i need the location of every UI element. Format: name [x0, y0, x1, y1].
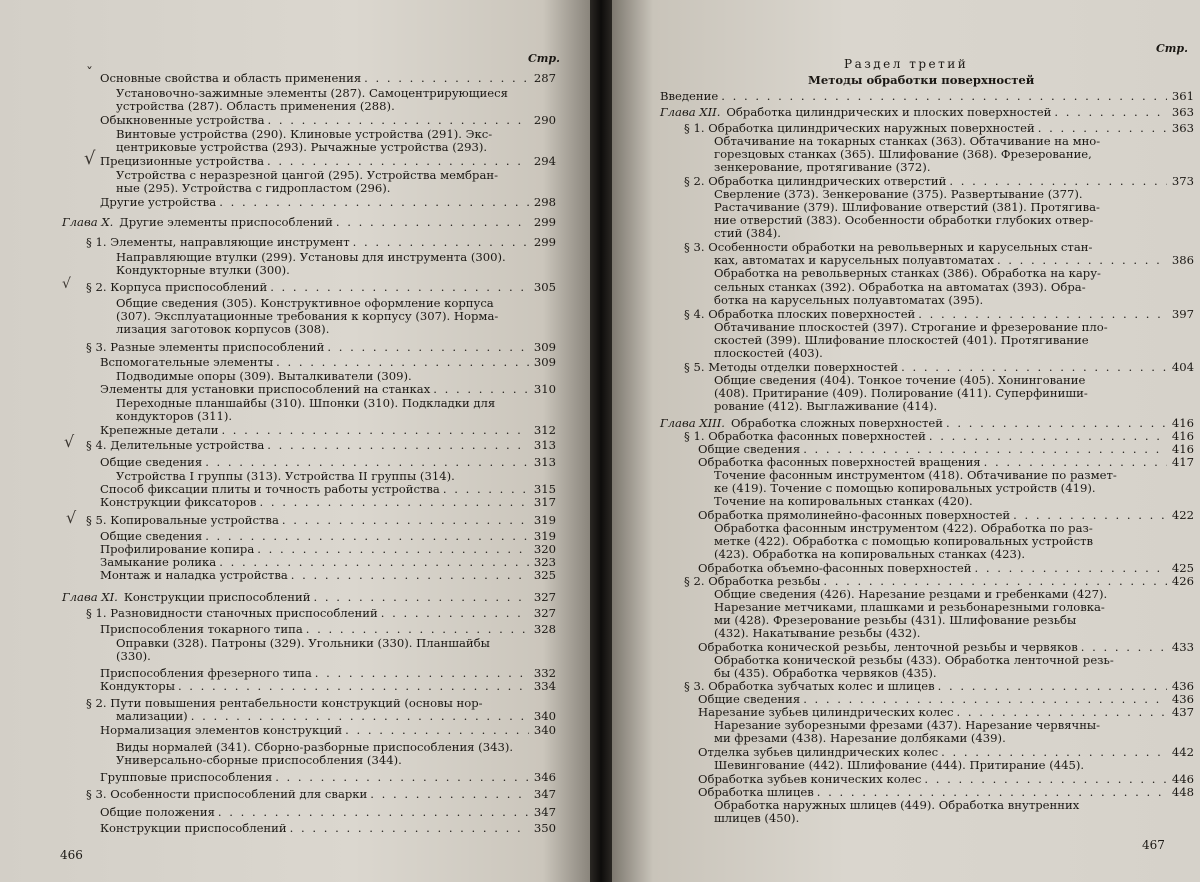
toc-continuation-line: Общие сведения (426). Нарезание резцами и гребенками (427). [714, 587, 1108, 601]
toc-leader-dots [370, 788, 529, 801]
toc-continuation-line: Обтачивание на токарных станках (363). Обтачивание на мно- [714, 134, 1101, 148]
toc-page-number: 294 [533, 154, 556, 168]
chapter-label: Глава XIII. [660, 416, 725, 430]
toc-entry-title: Общие сведения [698, 442, 801, 456]
toc-page-number: 347 [533, 787, 556, 801]
toc-continuation-line: Кондукторные втулки (300). [116, 263, 290, 277]
toc-continuation-line: кондукторов (311). [116, 409, 233, 423]
toc-page-number: 363 [1171, 121, 1194, 135]
toc-page-number: 386 [1171, 253, 1194, 267]
toc-page-number: 346 [533, 770, 556, 784]
toc-entry-title: Другие элементы приспособлений [119, 215, 333, 229]
toc-entry-title: Кондукторы [100, 679, 175, 693]
toc-entry [86, 514, 556, 527]
toc-leader-dots [290, 822, 529, 835]
toc-entry [100, 724, 556, 737]
toc-entry-title: § 2. Обработка цилиндрических отверстий [684, 174, 947, 188]
left-page-number: 466 [60, 848, 83, 862]
toc-continuation-line: Точение на копировальных станках (420). [714, 494, 973, 508]
toc-leader-dots [929, 430, 1167, 443]
toc-continuation-line: § 3. Особенности обработки на револьверных и карусельных стан- [684, 240, 1093, 254]
toc-entry-title: Замыкание ролика [100, 555, 217, 569]
toc-page-number: 417 [1171, 455, 1194, 469]
toc-entry-title: § 1. Элементы, направляющие инструмент [86, 235, 350, 249]
toc-page-number: 319 [533, 513, 556, 527]
toc-page-number: 323 [533, 555, 556, 569]
toc-continuation-line: Общие сведения (305). Конструктивное оформление корпуса [116, 296, 494, 310]
toc-continuation-line: (330). [116, 649, 151, 663]
toc-entry-title: Обработка цилиндрических и плоских поверхностей [726, 105, 1052, 119]
toc-page-number: 332 [533, 666, 556, 680]
toc-continuation-line: Растачивание (379). Шлифование отверстий (381). Протягива- [714, 200, 1100, 214]
toc-entry [86, 788, 556, 801]
toc-entry-title: Конструкции приспособлений [100, 821, 287, 835]
left-toc [0, 0, 590, 882]
toc-leader-dots [257, 543, 529, 556]
toc-entry-title: Приспособления фрезерного типа [100, 666, 312, 680]
toc-leader-dots [306, 623, 529, 636]
toc-page-number: 317 [533, 495, 556, 509]
pencil-check-mark: √ [62, 276, 71, 292]
toc-entry-title: Элементы для установки приспособлений на станках [100, 382, 431, 396]
toc-page-number: 426 [1171, 574, 1194, 588]
toc-leader-dots [433, 383, 529, 396]
toc-continuation-line: стий (384). [714, 226, 781, 240]
toc-continuation-line: Точение фасонным инструментом (418). Обтачивание по размет- [714, 468, 1117, 482]
left-page-header-str: Стр. [528, 52, 560, 65]
toc-page-number: 327 [533, 606, 556, 620]
toc-leader-dots [946, 417, 1167, 430]
toc-entry-title: Обработка зубьев конических колес [698, 772, 922, 786]
toc-page-number: 315 [533, 482, 556, 496]
left-page [0, 0, 590, 882]
toc-continuation-line: метке (422). Обработка с помощью копировальных устройств [714, 534, 1094, 548]
toc-leader-dots [270, 281, 529, 294]
toc-continuation-line: лизация заготовок корпусов (308). [116, 322, 330, 336]
toc-continuation-line: Общие сведения (404). Тонкое точение (405). Хонингование [714, 373, 1086, 387]
toc-entry [100, 822, 556, 835]
toc-entry [100, 569, 556, 582]
toc-entry [100, 114, 556, 127]
toc-page-number: 422 [1171, 508, 1194, 522]
toc-continuation-line: Направляющие втулки (299). Установы для инструмента (300). [116, 250, 506, 264]
toc-entry-title: Прецизионные устройства [100, 154, 265, 168]
chapter-label: Глава XI. [62, 590, 118, 604]
toc-entry-title: Обработка сложных поверхностей [731, 416, 943, 430]
toc-page-number: 404 [1171, 360, 1194, 374]
toc-leader-dots [205, 456, 529, 469]
toc-entry [116, 710, 556, 723]
toc-page-number: 328 [533, 622, 556, 636]
toc-leader-dots [1054, 106, 1167, 119]
toc-page-number: 373 [1171, 174, 1194, 188]
toc-entry-title: § 5. Копировальные устройства [86, 513, 279, 527]
toc-leader-dots [336, 216, 529, 229]
toc-continuation-line: Подводимые опоры (309). Выталкиватели (309). [116, 369, 412, 383]
toc-continuation-line: ке (419). Точение с помощью копировальных устройств (419). [714, 481, 1096, 495]
toc-leader-dots [291, 569, 529, 582]
toc-page-number: 313 [533, 438, 556, 452]
toc-page-number: 436 [1171, 679, 1194, 693]
toc-leader-dots [191, 710, 529, 723]
toc-continuation-line: Переходные планшайбы (310). Шпонки (310). Подкладки для [116, 396, 496, 410]
toc-entry-title: Групповые приспособления [100, 770, 273, 784]
toc-continuation-line: Обтачивание плоскостей (397). Строгание и фрезерование пло- [714, 320, 1108, 334]
toc-leader-dots [315, 667, 529, 680]
toc-continuation-line: Виды нормалей (341). Сборно-разборные приспособления (343). [116, 740, 514, 754]
toc-continuation-line: Нарезание метчиками, плашками и резьбонарезными головка- [714, 600, 1105, 614]
toc-entry [62, 591, 556, 604]
toc-leader-dots [259, 496, 529, 509]
toc-continuation-line: Винтовые устройства (290). Клиновые устройства (291). Экс- [116, 127, 493, 141]
toc-leader-dots [218, 806, 529, 819]
toc-page-number: 325 [533, 568, 556, 582]
toc-entry [100, 155, 556, 168]
toc-continuation-line: ми (428). Фрезерование резьбы (431). Шлифование резьбы [714, 613, 1077, 627]
toc-entry [86, 607, 556, 620]
toc-entry-title: Отделка зубьев цилиндрических колес [698, 745, 939, 759]
toc-continuation-line: (423). Обработка на копировальных станках (423). [714, 547, 1026, 561]
toc-entry [100, 680, 556, 693]
section-title: Раздел третий [844, 57, 969, 71]
toc-entry [100, 496, 556, 509]
toc-page-number: 436 [1171, 692, 1194, 706]
toc-continuation-line: Обработка фасонным инструментом (422). Обработка по раз- [714, 521, 1093, 535]
toc-entry [100, 424, 556, 437]
toc-leader-dots [275, 771, 529, 784]
toc-continuation-line: устройства (287). Область применения (288). [116, 99, 395, 113]
right-page-number: 467 [1142, 838, 1165, 852]
toc-page-number: 290 [533, 113, 556, 127]
toc-continuation-line: зенкерование, протягивание (372). [714, 160, 931, 174]
toc-page-number: 334 [533, 679, 556, 693]
pencil-check-mark: √ [84, 148, 96, 169]
toc-leader-dots [219, 196, 529, 209]
toc-page-number: 437 [1171, 705, 1194, 719]
toc-continuation-line: плоскостей (403). [714, 346, 823, 360]
toc-entry [100, 623, 556, 636]
toc-continuation-line: ние отверстий (383). Особенности обработки глубоких отвер- [714, 213, 1094, 227]
toc-page-number: 327 [533, 590, 556, 604]
pencil-check-mark: √ [66, 508, 77, 527]
toc-leader-dots [268, 114, 530, 127]
toc-entry-title: Приспособления токарного типа [100, 622, 303, 636]
toc-entry-title: Конструкции фиксаторов [100, 495, 257, 509]
toc-leader-dots [345, 724, 529, 737]
toc-leader-dots [327, 341, 529, 354]
toc-entry-title: мализации) [116, 709, 188, 723]
toc-continuation-line: рование (412). Выглаживание (414). [714, 399, 938, 413]
toc-page-number: 433 [1171, 640, 1194, 654]
toc-continuation-line: сельных станках (392). Обработка на автоматах (393). Обра- [714, 280, 1086, 294]
toc-entry-title: Конструкции приспособлений [123, 590, 311, 604]
toc-entry-title: § 1. Обработка цилиндрических наружных поверхностей [684, 121, 1035, 135]
chapter-label: Глава X. [62, 215, 114, 229]
toc-page-number: 299 [533, 215, 556, 229]
toc-entry-title: § 2. Пути повышения рентабельности конструкций (основы нор- [86, 696, 483, 710]
toc-entry-title: Общие сведения [100, 455, 203, 469]
toc-leader-dots [938, 680, 1167, 693]
toc-page-number: 347 [533, 805, 556, 819]
toc-entry-title: ках, автоматах и карусельных полуавтоматах [714, 253, 994, 267]
toc-page-number: 312 [533, 423, 556, 437]
toc-entry-title: § 3. Разные элементы приспособлений [86, 340, 325, 354]
toc-entry-title: Обыкновенные устройства [100, 113, 265, 127]
toc-entry-title: Введение [660, 89, 719, 103]
toc-leader-dots [276, 356, 529, 369]
toc-continuation-line: Обработка наружных шлицев (449). Обработка внутренних [714, 798, 1080, 812]
toc-continuation-line: Шевингование (442). Шлифование (444). Притирание (445). [714, 758, 1085, 772]
toc-page-number: 309 [533, 340, 556, 354]
book-gutter [590, 0, 612, 882]
toc-entry-title: Основные свойства и область применения [100, 71, 362, 85]
toc-page-number: 320 [533, 542, 556, 556]
toc-continuation-line: ные (295). Устройства с гидропластом (296). [116, 181, 391, 195]
right-page [612, 0, 1200, 882]
toc-entry [62, 216, 556, 229]
toc-continuation-line: (408). Притирание (409). Полирование (411). Суперфиниши- [714, 386, 1088, 400]
toc-leader-dots [313, 591, 529, 604]
pencil-check-mark: √ [64, 432, 75, 451]
toc-leader-dots [924, 773, 1167, 786]
toc-entry-title: Общие сведения [100, 529, 203, 543]
toc-page-number: 416 [1171, 429, 1194, 443]
toc-continuation-line: Универсально-сборные приспособления (344). [116, 753, 402, 767]
toc-entry-title: § 5. Методы отделки поверхностей [684, 360, 899, 374]
chapter-label: Глава XII. [660, 105, 721, 119]
toc-entry-title: Обработка объемно-фасонных поверхностей [698, 561, 972, 575]
toc-entry-title: § 3. Обработка зубчатых колес и шлицев [684, 679, 935, 693]
toc-entry-title: Крепежные детали [100, 423, 219, 437]
toc-page-number: 446 [1171, 772, 1194, 786]
toc-entry [660, 106, 1194, 119]
toc-entry-title: Монтаж и наладка устройства [100, 568, 288, 582]
toc-entry-title: Нарезание зубьев цилиндрических колес [698, 705, 954, 719]
toc-entry-title: § 1. Обработка фасонных поверхностей [684, 429, 926, 443]
right-page-header-str: Стр. [1156, 42, 1188, 55]
toc-continuation-line: Устройства с неразрезной цангой (295). Устройства мембран- [116, 168, 499, 182]
toc-continuation-line: (432). Накатывание резьбы (432). [714, 626, 921, 640]
toc-continuation-line: Обработка на револьверных станках (386). Обработка на кару- [714, 266, 1101, 280]
toc-continuation-line: ми фрезами (438). Нарезание долбяками (439). [714, 731, 1006, 745]
toc-leader-dots [975, 562, 1167, 575]
toc-continuation-line: Нарезание зуборезными фрезами (437). Нарезание червячны- [714, 718, 1101, 732]
toc-entry [86, 341, 556, 354]
toc-continuation-line: Сверление (373). Зенкерование (375). Развертывание (377). [714, 187, 1083, 201]
toc-continuation-line: Оправки (328). Патроны (329). Угольники (330). Планшайбы [116, 636, 490, 650]
toc-page-number: 319 [533, 529, 556, 543]
toc-entry [100, 456, 556, 469]
toc-continuation-line: Устройства I группы (313). Устройства II группы (314). [116, 469, 455, 483]
toc-continuation-line: шлицев (450). [714, 811, 800, 825]
toc-leader-dots [381, 607, 529, 620]
toc-entry-title: Общие положения [100, 805, 215, 819]
toc-leader-dots [267, 439, 529, 452]
toc-leader-dots [353, 236, 529, 249]
toc-page-number: 363 [1171, 105, 1194, 119]
toc-page-number: 361 [1171, 89, 1194, 103]
toc-entry-title: Вспомогательные элементы [100, 355, 274, 369]
toc-entry-title: § 2. Обработка резьбы [684, 574, 821, 588]
toc-continuation-line: горезцовых станках (365). Шлифование (368). Фрезерование, [714, 147, 1092, 161]
toc-leader-dots [443, 483, 529, 496]
toc-entry-title: Профилирование копира [100, 542, 255, 556]
toc-page-number: 416 [1171, 416, 1194, 430]
toc-entry-title: § 4. Обработка плоских поверхностей [684, 307, 916, 321]
toc-entry-title: § 4. Делительные устройства [86, 438, 265, 452]
toc-entry [100, 806, 556, 819]
toc-continuation-line: центриковые устройства (293). Рычажные устройства (293). [116, 140, 488, 154]
toc-entry [86, 236, 556, 249]
toc-continuation-line: (307). Эксплуатационные требования к корпусу (307). Норма- [116, 309, 499, 323]
pencil-check-mark: ˇ [86, 66, 93, 82]
section-subtitle: Методы обработки поверхностей [808, 73, 1035, 87]
toc-leader-dots [721, 90, 1167, 103]
toc-entry-title: § 3. Особенности приспособлений для сварки [86, 787, 368, 801]
toc-entry-title: Обработка фасонных поверхностей вращения [698, 455, 981, 469]
toc-page-number: 448 [1171, 785, 1194, 799]
toc-page-number: 298 [533, 195, 556, 209]
toc-leader-dots [221, 424, 529, 437]
toc-continuation-line: скостей (399). Шлифование плоскостей (401). Протягивание [714, 333, 1089, 347]
toc-entry-title: Обработка шлицев [698, 785, 814, 799]
toc-leader-dots [178, 680, 529, 693]
toc-entry-title: § 2. Корпуса приспособлений [86, 280, 268, 294]
toc-leader-dots [267, 155, 529, 168]
toc-page-number: 310 [533, 382, 556, 396]
toc-entry-title: § 1. Разновидности станочных приспособлений [86, 606, 378, 620]
toc-entry [100, 383, 556, 396]
toc-entry-title: Обработка прямолинейно-фасонных поверхностей [698, 508, 1011, 522]
toc-page-number: 305 [533, 280, 556, 294]
toc-page-number: 340 [533, 709, 556, 723]
toc-continuation-line: ботка на карусельных полуавтоматах (395). [714, 293, 984, 307]
toc-page-number: 299 [533, 235, 556, 249]
right-toc [612, 0, 1200, 882]
toc-page-number: 309 [533, 355, 556, 369]
toc-entry [100, 356, 556, 369]
toc-page-number: 397 [1171, 307, 1194, 321]
toc-entry-title: Нормализация элементов конструкций [100, 723, 343, 737]
toc-entry [660, 90, 1194, 103]
toc-entry-title: Обработка конической резьбы, ленточной резьбы и червяков [698, 640, 1078, 654]
toc-entry [86, 281, 556, 294]
toc-page-number: 287 [533, 71, 556, 85]
toc-page-number: 340 [533, 723, 556, 737]
toc-continuation-line: бы (435). Обработка червяков (435). [714, 666, 937, 680]
toc-leader-dots [282, 514, 529, 527]
toc-entry [100, 196, 556, 209]
toc-leader-dots [364, 72, 529, 85]
toc-page-number: 442 [1171, 745, 1194, 759]
toc-page-number: 425 [1171, 561, 1194, 575]
toc-entry [86, 439, 556, 452]
toc-entry [100, 771, 556, 784]
toc-entry-title: Способ фиксации плиты и точность работы устройства [100, 482, 440, 496]
toc-continuation-line: Установочно-зажимные элементы (287). Самоцентрирующиеся [116, 86, 508, 100]
toc-page-number: 350 [533, 821, 556, 835]
toc-entry [100, 72, 556, 85]
toc-page-number: 313 [533, 455, 556, 469]
toc-page-number: 416 [1171, 442, 1194, 456]
toc-entry-title: Общие сведения [698, 692, 801, 706]
toc-entry-title: Другие устройства [100, 195, 217, 209]
toc-continuation-line: Обработка конической резьбы (433). Обработка ленточной резь- [714, 653, 1114, 667]
